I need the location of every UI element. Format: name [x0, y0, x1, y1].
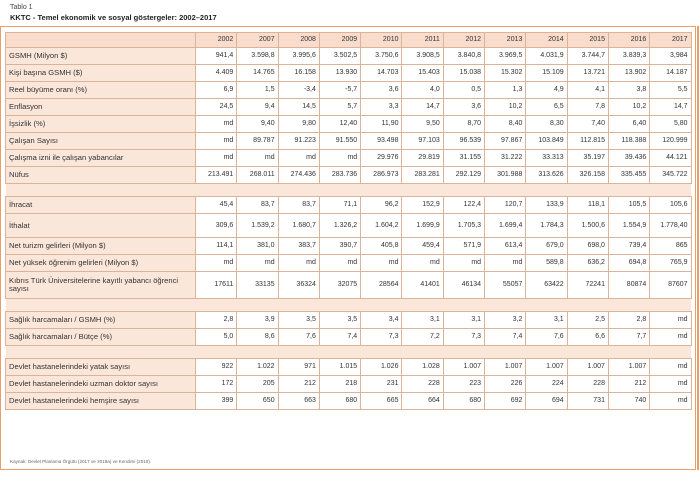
- value-cell: 613,4: [485, 238, 526, 255]
- value-cell: 1,5: [237, 82, 278, 99]
- value-cell: -3,4: [278, 82, 319, 99]
- value-cell: 4,1: [567, 82, 608, 99]
- value-cell: 17611: [196, 272, 237, 299]
- value-cell: md: [278, 150, 319, 167]
- row-label: GSMH (Milyon $): [6, 48, 196, 65]
- value-cell: 345.722: [650, 167, 691, 184]
- value-cell: md: [319, 255, 360, 272]
- row-label: Çalışan Sayısı: [6, 133, 196, 150]
- value-cell: 3,6: [361, 82, 402, 99]
- value-cell: 11,90: [361, 116, 402, 133]
- table-row: [6, 150, 692, 167]
- value-cell: 1.784,3: [526, 214, 567, 238]
- value-cell: md: [237, 255, 278, 272]
- value-cell: 0,5: [443, 82, 484, 99]
- value-cell: 3.908,5: [402, 48, 443, 65]
- value-cell: 3,8: [608, 82, 649, 99]
- value-cell: 8,30: [526, 116, 567, 133]
- value-cell: 224: [526, 376, 567, 393]
- value-cell: 28564: [361, 272, 402, 299]
- value-cell: 1.778,40: [650, 214, 691, 238]
- value-cell: 212: [278, 376, 319, 393]
- value-cell: md: [402, 255, 443, 272]
- row-label: Devlet hastanelerindeki yatak sayısı: [6, 359, 196, 376]
- value-cell: 313.626: [526, 167, 567, 184]
- year-header: 2011: [402, 33, 443, 48]
- value-cell: 15.038: [443, 65, 484, 82]
- value-cell: md: [650, 312, 691, 329]
- value-cell: 45,4: [196, 197, 237, 214]
- value-cell: 292.129: [443, 167, 484, 184]
- value-cell: 5,80: [650, 116, 691, 133]
- value-cell: 680: [443, 393, 484, 410]
- value-cell: 46134: [443, 272, 484, 299]
- value-cell: 97.867: [485, 133, 526, 150]
- value-cell: 1.007: [608, 359, 649, 376]
- value-cell: 3,3: [361, 99, 402, 116]
- value-cell: 24,5: [196, 99, 237, 116]
- value-cell: 55057: [485, 272, 526, 299]
- value-cell: 103.849: [526, 133, 567, 150]
- value-cell: 1,3: [485, 82, 526, 99]
- value-cell: 39.436: [608, 150, 649, 167]
- row-label: İthalat: [6, 214, 196, 238]
- table-row: [6, 255, 692, 272]
- year-header: 2017: [650, 33, 691, 48]
- value-cell: 3.502,5: [319, 48, 360, 65]
- value-cell: 33.313: [526, 150, 567, 167]
- table-title: KKTC - Temel ekonomik ve sosyal göstergeler: 2002–2017: [10, 13, 217, 22]
- separator-cell: [6, 299, 692, 312]
- value-cell: 63422: [526, 272, 567, 299]
- table-caption: Tablo 1: [10, 4, 33, 11]
- value-cell: 15.302: [485, 65, 526, 82]
- value-cell: 765,9: [650, 255, 691, 272]
- value-cell: md: [196, 133, 237, 150]
- value-cell: 274.436: [278, 167, 319, 184]
- table-header-row: [6, 33, 692, 48]
- value-cell: 96.539: [443, 133, 484, 150]
- value-cell: 9,80: [278, 116, 319, 133]
- row-label: İhracat: [6, 197, 196, 214]
- value-cell: 1.326,2: [319, 214, 360, 238]
- value-cell: 105,5: [608, 197, 649, 214]
- value-cell: 14,7: [402, 99, 443, 116]
- group-separator: [6, 346, 692, 359]
- value-cell: md: [278, 255, 319, 272]
- value-cell: 223: [443, 376, 484, 393]
- value-cell: 2,8: [196, 312, 237, 329]
- value-cell: 283.736: [319, 167, 360, 184]
- value-cell: 8,40: [485, 116, 526, 133]
- value-cell: 1.022: [237, 359, 278, 376]
- table-row: [6, 376, 692, 393]
- value-cell: 35.197: [567, 150, 608, 167]
- header-label-cell: [6, 33, 196, 48]
- value-cell: 698,0: [567, 238, 608, 255]
- table-frame-edge: [697, 26, 699, 470]
- value-cell: 268.011: [237, 167, 278, 184]
- value-cell: 1.680,7: [278, 214, 319, 238]
- value-cell: 922: [196, 359, 237, 376]
- value-cell: 1.705,3: [443, 214, 484, 238]
- value-cell: 6,40: [608, 116, 649, 133]
- value-cell: 97.103: [402, 133, 443, 150]
- row-label: Net turizm gelirleri (Milyon $): [6, 238, 196, 255]
- value-cell: 91.550: [319, 133, 360, 150]
- value-cell: 459,4: [402, 238, 443, 255]
- table-row: [6, 116, 692, 133]
- value-cell: 3,6: [443, 99, 484, 116]
- value-cell: 731: [567, 393, 608, 410]
- value-cell: 9,40: [237, 116, 278, 133]
- value-cell: 31.155: [443, 150, 484, 167]
- value-cell: 301.988: [485, 167, 526, 184]
- value-cell: 96,2: [361, 197, 402, 214]
- value-cell: 1.539,2: [237, 214, 278, 238]
- value-cell: md: [650, 376, 691, 393]
- value-cell: 5,7: [319, 99, 360, 116]
- table-body: [6, 48, 692, 410]
- value-cell: 205: [237, 376, 278, 393]
- value-cell: 91.223: [278, 133, 319, 150]
- value-cell: 83,7: [278, 197, 319, 214]
- value-cell: 7,4: [485, 329, 526, 346]
- value-cell: 3.839,3: [608, 48, 649, 65]
- value-cell: 3,984: [650, 48, 691, 65]
- table-row: [6, 238, 692, 255]
- value-cell: 694,8: [608, 255, 649, 272]
- value-cell: 7,6: [278, 329, 319, 346]
- value-cell: 3.598,8: [237, 48, 278, 65]
- value-cell: md: [443, 255, 484, 272]
- value-cell: 133,9: [526, 197, 567, 214]
- value-cell: 740: [608, 393, 649, 410]
- value-cell: 941,4: [196, 48, 237, 65]
- value-cell: 114,1: [196, 238, 237, 255]
- value-cell: 663: [278, 393, 319, 410]
- value-cell: 118.388: [608, 133, 649, 150]
- value-cell: 5,0: [196, 329, 237, 346]
- value-cell: 589,8: [526, 255, 567, 272]
- value-cell: 1.604,2: [361, 214, 402, 238]
- value-cell: 571,9: [443, 238, 484, 255]
- group-separator: [6, 184, 692, 197]
- value-cell: md: [196, 255, 237, 272]
- year-header: 2016: [608, 33, 649, 48]
- group-separator: [6, 299, 692, 312]
- value-cell: 6,6: [567, 329, 608, 346]
- year-header: 2015: [567, 33, 608, 48]
- value-cell: 3.750,6: [361, 48, 402, 65]
- value-cell: 3,2: [485, 312, 526, 329]
- value-cell: 7,2: [402, 329, 443, 346]
- value-cell: 865: [650, 238, 691, 255]
- value-cell: 3.744,7: [567, 48, 608, 65]
- value-cell: 1.007: [567, 359, 608, 376]
- table-row: [6, 197, 692, 214]
- value-cell: 71,1: [319, 197, 360, 214]
- value-cell: 1.699,9: [402, 214, 443, 238]
- value-cell: 390,7: [319, 238, 360, 255]
- row-label: Enflasyon: [6, 99, 196, 116]
- value-cell: 14.703: [361, 65, 402, 82]
- value-cell: 7,3: [443, 329, 484, 346]
- value-cell: md: [485, 255, 526, 272]
- value-cell: 3.840,8: [443, 48, 484, 65]
- table-row: [6, 133, 692, 150]
- value-cell: 15.109: [526, 65, 567, 82]
- value-cell: 1.026: [361, 359, 402, 376]
- value-cell: 212: [608, 376, 649, 393]
- row-label: Çalışma izni ile çalışan yabancılar: [6, 150, 196, 167]
- value-cell: 12,40: [319, 116, 360, 133]
- value-cell: 7,8: [567, 99, 608, 116]
- table-row: [6, 272, 692, 299]
- value-cell: 326.158: [567, 167, 608, 184]
- row-label: Kıbrıs Türk Üniversitelerine kayıtlı yabancı öğrenci sayısı: [6, 272, 196, 299]
- value-cell: 172: [196, 376, 237, 393]
- year-header: 2009: [319, 33, 360, 48]
- row-label: Sağlık harcamaları / Bütçe (%): [6, 329, 196, 346]
- year-header: 2014: [526, 33, 567, 48]
- value-cell: 335.455: [608, 167, 649, 184]
- value-cell: 1.554,9: [608, 214, 649, 238]
- value-cell: 739,4: [608, 238, 649, 255]
- value-cell: 1.699,4: [485, 214, 526, 238]
- year-header: 2010: [361, 33, 402, 48]
- row-label: Net yüksek öğrenim gelirleri (Milyon $): [6, 255, 196, 272]
- table-row: [6, 48, 692, 65]
- value-cell: 3,1: [443, 312, 484, 329]
- table-row: [6, 65, 692, 82]
- value-cell: 383,7: [278, 238, 319, 255]
- value-cell: 6,9: [196, 82, 237, 99]
- row-label: Devlet hastanelerindeki hemşire sayısı: [6, 393, 196, 410]
- row-label: İşsizlik (%): [6, 116, 196, 133]
- value-cell: 8,70: [443, 116, 484, 133]
- value-cell: 3.969,5: [485, 48, 526, 65]
- value-cell: 7,7: [608, 329, 649, 346]
- value-cell: 93.498: [361, 133, 402, 150]
- year-header: 2012: [443, 33, 484, 48]
- value-cell: 665: [361, 393, 402, 410]
- table-row: [6, 329, 692, 346]
- value-cell: 228: [567, 376, 608, 393]
- value-cell: 120,7: [485, 197, 526, 214]
- value-cell: 2,5: [567, 312, 608, 329]
- table-row: [6, 312, 692, 329]
- value-cell: 14,5: [278, 99, 319, 116]
- table-row: [6, 167, 692, 184]
- value-cell: 231: [361, 376, 402, 393]
- value-cell: 680: [319, 393, 360, 410]
- value-cell: 971: [278, 359, 319, 376]
- value-cell: 283.281: [402, 167, 443, 184]
- value-cell: 226: [485, 376, 526, 393]
- value-cell: 5,5: [650, 82, 691, 99]
- table-row: [6, 393, 692, 410]
- value-cell: 3,1: [402, 312, 443, 329]
- value-cell: 4,9: [526, 82, 567, 99]
- value-cell: 32075: [319, 272, 360, 299]
- value-cell: 1.007: [526, 359, 567, 376]
- value-cell: 228: [402, 376, 443, 393]
- value-cell: 9,50: [402, 116, 443, 133]
- value-cell: 7,4: [319, 329, 360, 346]
- value-cell: 4.409: [196, 65, 237, 82]
- value-cell: 15.403: [402, 65, 443, 82]
- value-cell: 8,6: [237, 329, 278, 346]
- year-header: 2007: [237, 33, 278, 48]
- value-cell: 213.491: [196, 167, 237, 184]
- value-cell: 399: [196, 393, 237, 410]
- table-row: [6, 99, 692, 116]
- value-cell: 29.819: [402, 150, 443, 167]
- value-cell: 9,4: [237, 99, 278, 116]
- separator-cell: [6, 184, 692, 197]
- value-cell: 13.930: [319, 65, 360, 82]
- value-cell: 1.015: [319, 359, 360, 376]
- value-cell: 14,7: [650, 99, 691, 116]
- value-cell: md: [237, 150, 278, 167]
- value-cell: 89.787: [237, 133, 278, 150]
- value-cell: 87607: [650, 272, 691, 299]
- value-cell: 650: [237, 393, 278, 410]
- value-cell: 16.158: [278, 65, 319, 82]
- value-cell: 13.902: [608, 65, 649, 82]
- value-cell: 10,2: [608, 99, 649, 116]
- value-cell: 218: [319, 376, 360, 393]
- value-cell: 4.031,9: [526, 48, 567, 65]
- value-cell: 122,4: [443, 197, 484, 214]
- value-cell: 44.121: [650, 150, 691, 167]
- value-cell: 1.007: [485, 359, 526, 376]
- value-cell: 6,5: [526, 99, 567, 116]
- row-label: Devlet hastanelerindeki uzman doktor sayısı: [6, 376, 196, 393]
- value-cell: 112.815: [567, 133, 608, 150]
- value-cell: 120.999: [650, 133, 691, 150]
- table-row: [6, 359, 692, 376]
- row-label: Reel büyüme oranı (%): [6, 82, 196, 99]
- row-label: Kişi başına GSMH ($): [6, 65, 196, 82]
- value-cell: 83,7: [237, 197, 278, 214]
- value-cell: 3,4: [361, 312, 402, 329]
- value-cell: 80874: [608, 272, 649, 299]
- value-cell: 29.976: [361, 150, 402, 167]
- value-cell: md: [196, 150, 237, 167]
- value-cell: 105,6: [650, 197, 691, 214]
- value-cell: 10,2: [485, 99, 526, 116]
- value-cell: -5,7: [319, 82, 360, 99]
- value-cell: 72241: [567, 272, 608, 299]
- row-label: Nüfus: [6, 167, 196, 184]
- value-cell: 7,40: [567, 116, 608, 133]
- value-cell: 3.995,6: [278, 48, 319, 65]
- value-cell: 3,5: [278, 312, 319, 329]
- value-cell: 3,9: [237, 312, 278, 329]
- value-cell: 2,8: [608, 312, 649, 329]
- value-cell: 4,0: [402, 82, 443, 99]
- value-cell: md: [650, 359, 691, 376]
- source-note: Kaynak: Devlet Planlama Örgütü (2017 ve 2018a) ve Kendimi (2018).: [10, 459, 152, 464]
- value-cell: 36324: [278, 272, 319, 299]
- value-cell: 664: [402, 393, 443, 410]
- year-header: 2013: [485, 33, 526, 48]
- value-cell: 636,2: [567, 255, 608, 272]
- value-cell: 118,1: [567, 197, 608, 214]
- value-cell: 14.765: [237, 65, 278, 82]
- value-cell: 1.500,6: [567, 214, 608, 238]
- value-cell: 31.222: [485, 150, 526, 167]
- value-cell: md: [196, 116, 237, 133]
- value-cell: 33135: [237, 272, 278, 299]
- year-header: 2002: [196, 33, 237, 48]
- value-cell: md: [319, 150, 360, 167]
- value-cell: 694: [526, 393, 567, 410]
- value-cell: 3,1: [526, 312, 567, 329]
- value-cell: 7,3: [361, 329, 402, 346]
- separator-cell: [6, 346, 692, 359]
- value-cell: 1.028: [402, 359, 443, 376]
- value-cell: md: [650, 393, 691, 410]
- row-label: Sağlık harcamaları / GSMH (%): [6, 312, 196, 329]
- value-cell: 1.007: [443, 359, 484, 376]
- table-row: [6, 214, 692, 238]
- value-cell: md: [361, 255, 402, 272]
- value-cell: md: [650, 329, 691, 346]
- value-cell: 692: [485, 393, 526, 410]
- value-cell: 309,6: [196, 214, 237, 238]
- value-cell: 7,6: [526, 329, 567, 346]
- value-cell: 381,0: [237, 238, 278, 255]
- value-cell: 3,5: [319, 312, 360, 329]
- value-cell: 14.187: [650, 65, 691, 82]
- table-row: [6, 82, 692, 99]
- value-cell: 152,9: [402, 197, 443, 214]
- value-cell: 13.721: [567, 65, 608, 82]
- value-cell: 41401: [402, 272, 443, 299]
- value-cell: 679,0: [526, 238, 567, 255]
- value-cell: 405,8: [361, 238, 402, 255]
- year-header: 2008: [278, 33, 319, 48]
- value-cell: 286.973: [361, 167, 402, 184]
- indicators-table: [5, 32, 692, 410]
